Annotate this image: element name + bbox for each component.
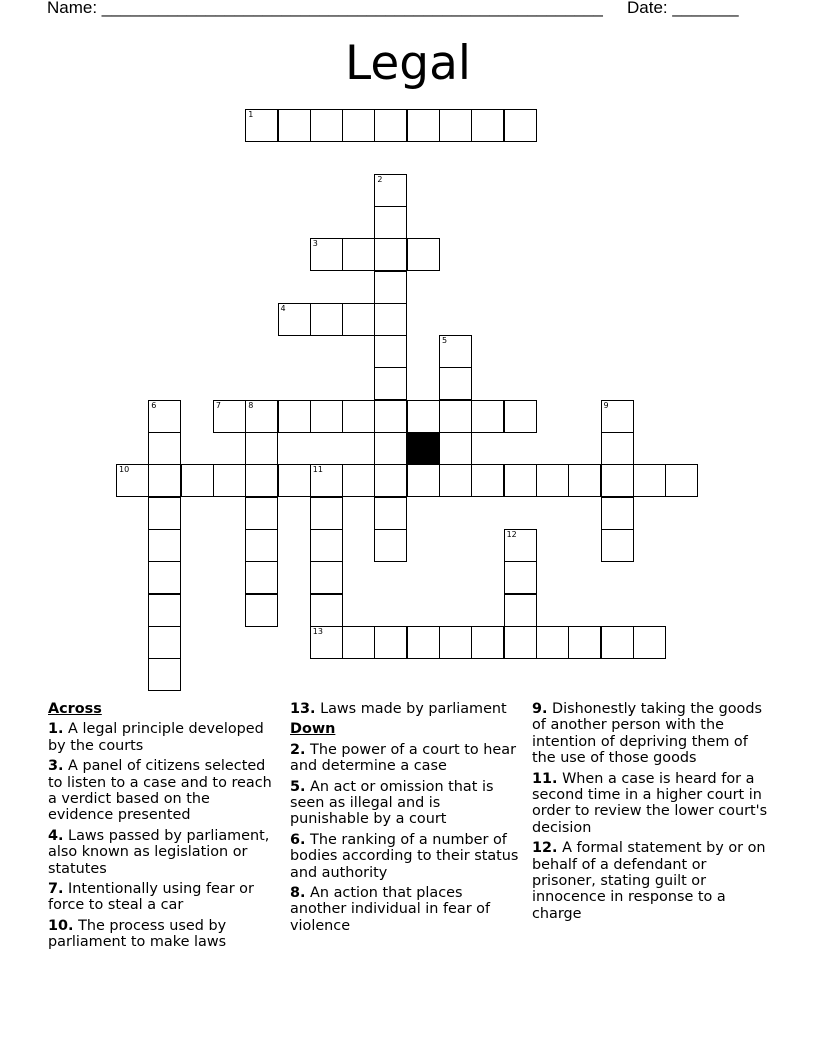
grid-cell[interactable] xyxy=(504,529,537,562)
clue-number: 3. xyxy=(48,758,64,775)
grid-cell[interactable] xyxy=(374,464,407,497)
clue-text: Laws passed by parliament, also known as legislation or statutes xyxy=(48,827,270,877)
grid-cell[interactable] xyxy=(278,400,311,433)
grid-cell[interactable] xyxy=(342,109,375,142)
grid-cell[interactable] xyxy=(504,626,537,659)
clue-number: 4. xyxy=(48,827,64,844)
grid-cell[interactable] xyxy=(245,594,278,627)
grid-cell[interactable] xyxy=(601,464,634,497)
clue-number: 7. xyxy=(48,881,64,898)
grid-cell[interactable] xyxy=(310,400,343,433)
grid-cell[interactable] xyxy=(665,464,698,497)
grid-cell[interactable] xyxy=(601,626,634,659)
clue-item xyxy=(48,881,273,914)
clue-number: 11. xyxy=(532,770,558,787)
grid-cell[interactable] xyxy=(278,109,311,142)
grid-cell[interactable] xyxy=(374,432,407,465)
puzzle-title: Legal xyxy=(345,36,471,91)
grid-cell[interactable] xyxy=(374,400,407,433)
grid-cell[interactable] xyxy=(245,464,278,497)
grid-cell[interactable] xyxy=(148,561,181,594)
cell-number: 5 xyxy=(442,336,448,346)
cell-number: 11 xyxy=(312,465,323,475)
grid-cell[interactable] xyxy=(213,400,246,433)
grid-cell[interactable] xyxy=(439,335,472,368)
grid-cell[interactable] xyxy=(148,432,181,465)
grid-cell[interactable] xyxy=(245,529,278,562)
name-line: Name: _____________________________________________________ xyxy=(47,0,603,17)
grid-cell[interactable] xyxy=(374,367,407,400)
grid-cell[interactable] xyxy=(471,464,504,497)
clue-text: The ranking of a number of bodies according to their status and authority xyxy=(290,831,519,881)
clue-text: Dishonestly taking the goods of another person with the intention of depriving them of the use of those goods xyxy=(532,701,762,767)
grid-cell[interactable] xyxy=(245,400,278,433)
clue-text: The power of a court to hear and determine a case xyxy=(290,741,516,775)
clue-text: An act or omission that is seen as illegal and is punishable by a court xyxy=(290,778,494,828)
clue-number: 10. xyxy=(48,917,74,934)
grid-cell[interactable] xyxy=(407,238,440,271)
clue-item xyxy=(290,742,522,775)
grid-cell[interactable] xyxy=(601,497,634,530)
grid-cell[interactable] xyxy=(374,174,407,207)
clue-text: An action that places another individual in fear of violence xyxy=(290,885,491,934)
grid-cell[interactable] xyxy=(342,400,375,433)
cell-number: 8 xyxy=(248,400,254,410)
cell-number: 10 xyxy=(119,465,130,475)
grid-cell[interactable] xyxy=(148,626,181,659)
grid-cell[interactable] xyxy=(439,464,472,497)
grid-cell[interactable] xyxy=(310,497,343,530)
grid-cell[interactable] xyxy=(245,109,278,142)
clues-column-2 xyxy=(290,701,522,938)
grid-cell[interactable] xyxy=(504,109,537,142)
grid-cell[interactable] xyxy=(407,400,440,433)
grid-cell[interactable] xyxy=(536,626,569,659)
grid-cell[interactable] xyxy=(148,658,181,691)
grid-cell[interactable] xyxy=(278,303,311,336)
clue-item xyxy=(290,885,522,934)
clues-column-1 xyxy=(48,701,273,955)
grid-cell[interactable] xyxy=(148,594,181,627)
grid-cell[interactable] xyxy=(601,432,634,465)
clue-text: A legal principle developed by the courts xyxy=(48,721,264,754)
cell-number: 2 xyxy=(377,174,383,184)
grid-cell[interactable] xyxy=(439,109,472,142)
clue-item xyxy=(532,701,772,767)
grid-cell[interactable] xyxy=(342,626,375,659)
grid-cell[interactable] xyxy=(245,561,278,594)
clue-number: 5. xyxy=(290,778,306,795)
grid-cell[interactable] xyxy=(310,238,343,271)
down-heading: Down xyxy=(290,721,336,738)
grid-cell[interactable] xyxy=(310,561,343,594)
grid-cell[interactable] xyxy=(374,271,407,304)
cell-number: 4 xyxy=(280,303,286,313)
grid-cell[interactable] xyxy=(374,529,407,562)
clue-item xyxy=(48,918,273,951)
clue-number: 12. xyxy=(532,840,558,857)
grid-cell[interactable] xyxy=(504,400,537,433)
clue-number: 1. xyxy=(48,721,64,738)
clue-text: A panel of citizens selected to listen to a case and to reach a verdict based on the evidence presented xyxy=(48,758,272,824)
clue-item xyxy=(48,828,273,877)
grid-cell[interactable] xyxy=(245,432,278,465)
grid-cell[interactable] xyxy=(471,626,504,659)
grid-cell[interactable] xyxy=(471,109,504,142)
grid-cell[interactable] xyxy=(310,303,343,336)
grid-cell[interactable] xyxy=(278,464,311,497)
grid-cell[interactable] xyxy=(601,529,634,562)
grid-cell[interactable] xyxy=(374,303,407,336)
grid-cell[interactable] xyxy=(568,464,601,497)
grid-cell[interactable] xyxy=(310,594,343,627)
cell-number: 1 xyxy=(248,110,254,119)
grid-cell[interactable] xyxy=(601,400,634,433)
grid-cell[interactable] xyxy=(342,238,375,271)
cell-number: 13 xyxy=(312,626,323,636)
grid-cell[interactable] xyxy=(148,400,181,433)
grid-cell[interactable] xyxy=(374,109,407,142)
clue-number: 8. xyxy=(290,885,306,902)
cell-number: 9 xyxy=(603,400,609,410)
grid-cell[interactable] xyxy=(568,626,601,659)
grid-cell[interactable] xyxy=(439,432,472,465)
clues-column-3 xyxy=(532,701,772,926)
clue-number: 13. xyxy=(290,701,316,717)
grid-cell[interactable] xyxy=(148,529,181,562)
across-heading: Across xyxy=(48,701,102,717)
grid-cell[interactable] xyxy=(148,464,181,497)
grid-cell[interactable] xyxy=(213,464,246,497)
grid-cell[interactable] xyxy=(148,497,181,530)
grid-cell[interactable] xyxy=(181,464,214,497)
grid-cell[interactable] xyxy=(310,529,343,562)
grid-cell[interactable] xyxy=(633,626,666,659)
blocked-cell xyxy=(407,432,440,465)
clue-text: When a case is heard for a second time in a higher court in order to review the lower court's decision xyxy=(532,770,768,836)
clue-item xyxy=(290,832,522,881)
grid-cell[interactable] xyxy=(633,464,666,497)
grid-cell[interactable] xyxy=(342,464,375,497)
grid-cell[interactable] xyxy=(439,400,472,433)
grid-cell[interactable] xyxy=(374,206,407,239)
cell-number: 12 xyxy=(506,529,517,539)
grid-cell[interactable] xyxy=(245,497,278,530)
grid-cell[interactable] xyxy=(407,109,440,142)
grid-cell[interactable] xyxy=(504,561,537,594)
grid-cell[interactable] xyxy=(407,464,440,497)
grid-cell[interactable] xyxy=(407,626,440,659)
grid-cell[interactable] xyxy=(310,109,343,142)
clue-number: 6. xyxy=(290,831,306,848)
clue-item xyxy=(532,771,772,837)
grid-cell[interactable] xyxy=(471,400,504,433)
date-line: Date: _______ xyxy=(627,0,739,17)
grid-cell[interactable] xyxy=(536,464,569,497)
grid-cell[interactable] xyxy=(374,335,407,368)
grid-cell[interactable] xyxy=(342,303,375,336)
grid-cell[interactable] xyxy=(504,464,537,497)
grid-cell[interactable] xyxy=(116,464,149,497)
cell-number: 6 xyxy=(151,400,157,410)
clue-item xyxy=(48,721,273,754)
grid-cell[interactable] xyxy=(439,367,472,400)
cell-number: 3 xyxy=(312,239,318,249)
clue-text: The process used by parliament to make laws xyxy=(48,917,227,951)
grid-cell[interactable] xyxy=(310,626,343,659)
grid-cell[interactable] xyxy=(504,594,537,627)
clue-item xyxy=(48,758,273,824)
clue-number: 2. xyxy=(290,741,306,758)
grid-cell[interactable] xyxy=(310,464,343,497)
clue-item xyxy=(290,779,522,828)
grid-cell[interactable] xyxy=(374,497,407,530)
clue-item xyxy=(290,701,522,717)
clue-text: Laws made by parliament xyxy=(315,701,507,717)
grid-cell[interactable] xyxy=(374,238,407,271)
clue-text: Intentionally using fear or force to steal a car xyxy=(48,881,254,914)
cell-number: 7 xyxy=(215,400,221,410)
clue-text: A formal statement by or on behalf of a defendant or prisoner, stating guilt or innocence in response to a charge xyxy=(532,840,766,922)
grid-cell[interactable] xyxy=(374,626,407,659)
grid-cell[interactable] xyxy=(439,626,472,659)
clue-item xyxy=(532,840,772,922)
clue-number: 9. xyxy=(532,701,548,717)
